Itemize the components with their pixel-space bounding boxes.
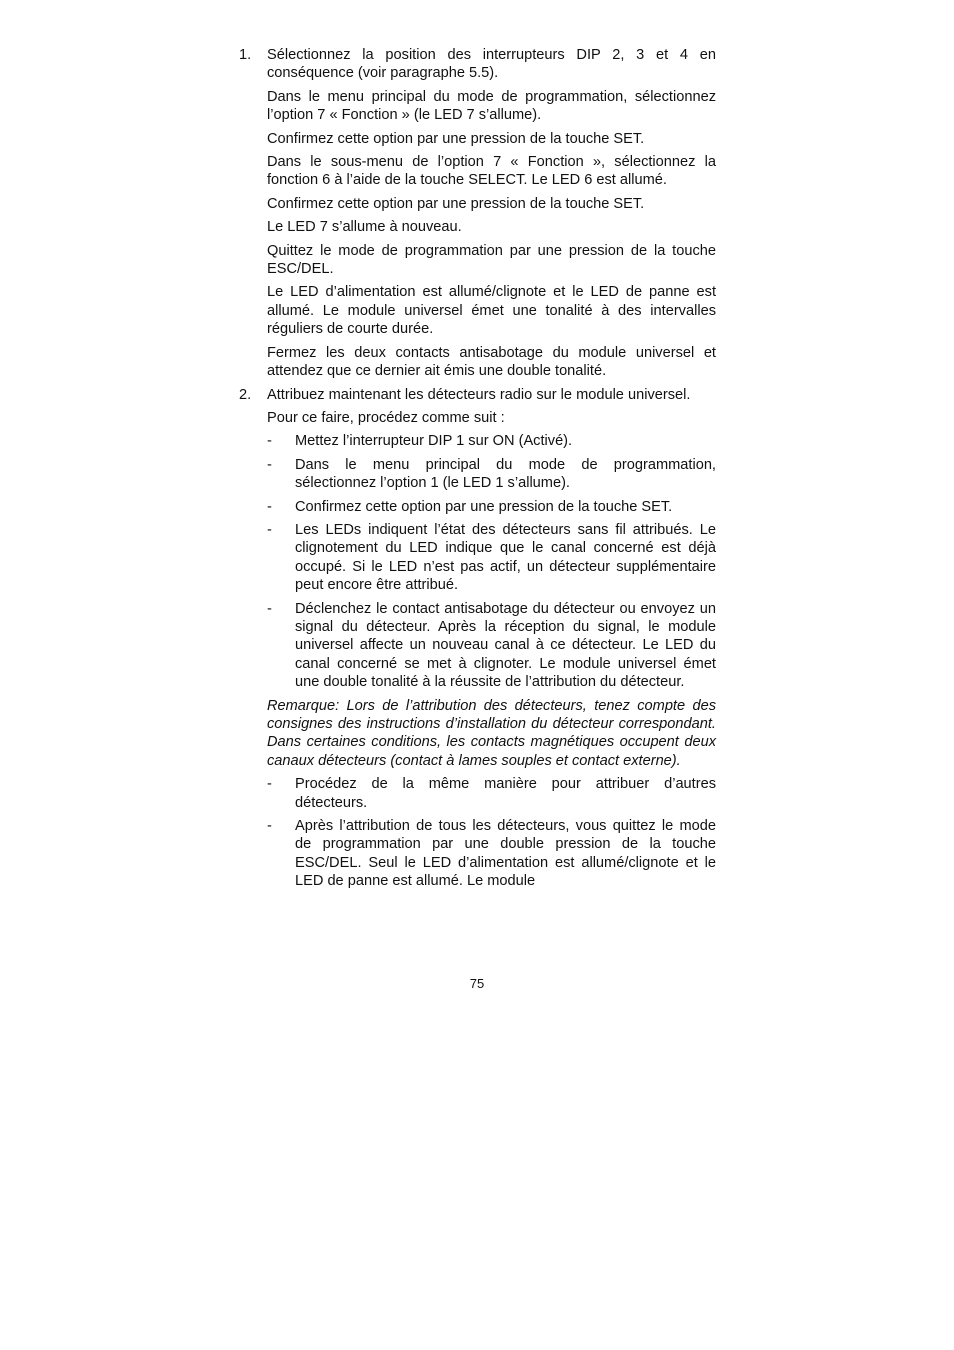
- bullet-marker: -: [267, 600, 272, 617]
- step-2-lead: Pour ce faire, procédez comme suit :: [267, 409, 505, 426]
- page-number: 75: [469, 976, 485, 991]
- step-1-paragraph: Quittez le mode de programmation par une pression de la touche ESC/DEL.: [267, 242, 716, 278]
- bullet-list: [267, 775, 716, 890]
- bullet-item: [267, 817, 716, 891]
- bullet-text: Déclenchez le contact antisabotage du détecteur ou envoyez un signal du détecteur. Après la réception du signal, le module universel affecte un nouveau canal à ce détecteur. Le LED du canal concerné se met à clignoter. Le module universel émet une double tonalité à la réussite de l’attribution du détecteur.: [295, 600, 716, 691]
- bullet-text: Après l’attribution de tous les détecteurs, vous quittez le mode de programmation par une double pression de la touche ESC/DEL. Seul le LED d’alimentation est allumé/clignote et le LED de panne est allumé. Le module: [295, 818, 716, 890]
- step-1-paragraph: Dans le sous-menu de l’option 7 « Fonction », sélectionnez la fonction 6 à l’aide de la touche SELECT. Le LED 6 est allumé.: [267, 154, 716, 189]
- bullet-text: Procédez de la même manière pour attribuer d’autres détecteurs.: [295, 776, 716, 811]
- bullet-item: [267, 600, 716, 692]
- bullet-item: [267, 498, 716, 516]
- step-1-paragraph: Confirmez cette option par une pression de la touche SET.: [267, 195, 645, 212]
- step-1-paragraph: Confirmez cette option par une pression de la touche SET.: [267, 130, 645, 147]
- bullet-item: [267, 775, 716, 812]
- bullet-marker: -: [267, 776, 272, 793]
- bullet-item: [267, 521, 716, 595]
- bullet-marker: -: [267, 818, 272, 835]
- bullet-text: Les LEDs indiquent l’état des détecteurs sans fil attribués. Le clignotement du LED indique que le canal concerné est déjà occupé. Si le LED n’est pas actif, un détecteur supplémentaire peut encore être attribué.: [295, 521, 716, 594]
- bullet-list: [267, 432, 716, 691]
- bullet-marker: -: [267, 456, 272, 473]
- bullet-marker: -: [267, 433, 272, 450]
- bullet-item: [267, 456, 716, 493]
- bullet-item: [267, 432, 716, 450]
- bullet-marker: -: [267, 521, 272, 538]
- bullet-text: Mettez l’interrupteur DIP 1 sur ON (Activé).: [295, 433, 573, 450]
- bullet-marker: -: [267, 498, 272, 515]
- step-1-paragraph: Fermez les deux contacts antisabotage du module universel et attendez que ce dernier ait émis une double tonalité.: [267, 344, 716, 380]
- bullet-text: Dans le menu principal du mode de programmation, sélectionnez l’option 1 (le LED 1 s’allume).: [295, 456, 716, 492]
- step-2-intro: Attribuez maintenant les détecteurs radio sur le module universel.: [267, 386, 691, 403]
- step-1-paragraph: Sélectionnez la position des interrupteurs DIP 2, 3 et 4 en conséquence (voir paragraphe 5.5).: [267, 47, 716, 82]
- step-1-paragraph: Dans le menu principal du mode de programmation, sélectionnez l’option 7 « Fonction » (le LED 7 s’allume).: [267, 88, 716, 124]
- step-number: 1.: [239, 47, 252, 63]
- step-1-paragraph: Le LED d’alimentation est allumé/clignote et le LED de panne est allumé. Le module universel émet une tonalité à des intervalles réguliers de courte durée.: [267, 284, 716, 338]
- bullet-text: Confirmez cette option par une pression de la touche SET.: [295, 498, 673, 515]
- step-1: [239, 46, 716, 381]
- remark-note: Remarque: Lors de l’attribution des détecteurs, tenez compte des consignes des instructions d’installation du détecteur correspondant. Dans certaines conditions, les contacts magnétiques occupent deux canaux détecteurs (contact à lames souples et contact externe).: [267, 697, 716, 769]
- page-content: [239, 46, 716, 896]
- step-1-paragraph: Le LED 7 s’allume à nouveau.: [267, 219, 462, 236]
- step-2: [239, 386, 716, 891]
- step-number: 2.: [239, 386, 252, 403]
